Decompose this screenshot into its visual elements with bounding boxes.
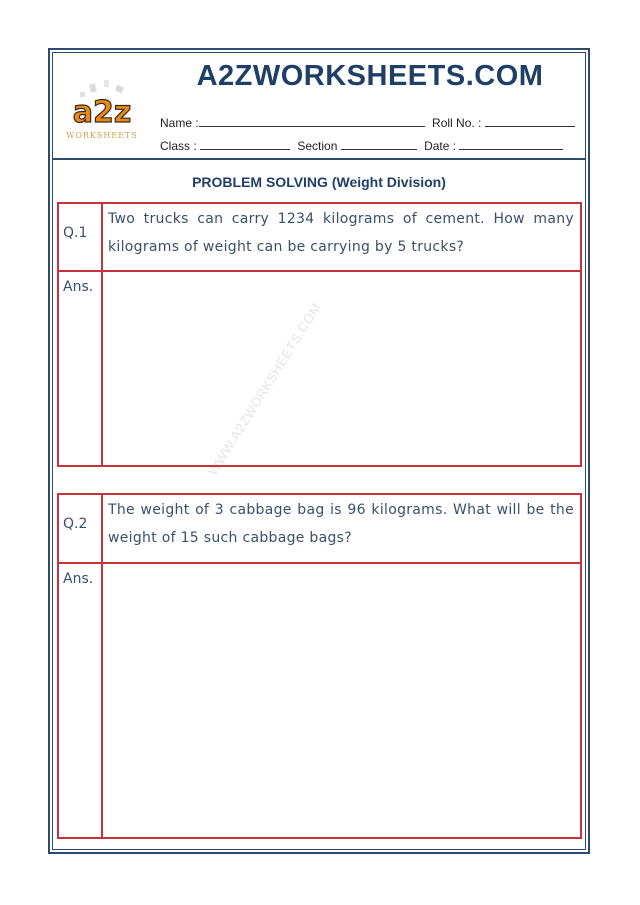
question-1-divider [101, 202, 103, 272]
worksheet-title: PROBLEM SOLVING (Weight Division) [192, 174, 446, 190]
answer-1-label: Ans. [63, 279, 94, 295]
answer-2-label: Ans. [63, 571, 94, 587]
roll-field[interactable] [485, 114, 575, 127]
question-1-text: Two trucks can carry 1234 kilograms of cement. How many kilograms of weight can be carrying by 5 trucks? [108, 211, 574, 255]
roll-label: Roll No. : [432, 116, 482, 130]
name-field[interactable] [199, 114, 425, 127]
section-label: Section [297, 139, 338, 153]
logo-mark-text: a2z [72, 95, 132, 130]
name-label: Name : [160, 116, 199, 130]
class-section-date-row [160, 137, 563, 153]
class-field[interactable] [200, 137, 290, 150]
question-2-text: The weight of 3 cabbage bag is 96 kilograms. What will be the weight of 15 such cabbage bags? [108, 502, 574, 546]
question-2-label: Q.2 [63, 516, 88, 532]
section-field[interactable] [341, 137, 417, 150]
answer-1-box[interactable] [57, 270, 582, 467]
logo-caption-text: WORKSHEETS [66, 131, 138, 140]
watermark: WWW.A2ZWORKSHEETS.COM [205, 300, 324, 478]
name-roll-row [160, 114, 575, 130]
site-brand-title: A2ZWORKSHEETS.COM [196, 60, 544, 92]
date-field[interactable] [459, 137, 563, 150]
a2z-logo [60, 78, 144, 142]
question-2-divider [101, 493, 103, 564]
header-divider [52, 158, 586, 160]
question-1-label: Q.1 [63, 225, 88, 241]
class-label: Class : [160, 139, 197, 153]
answer-2-box[interactable] [57, 562, 582, 839]
answer-2-divider [101, 562, 103, 839]
a2z-logo-graphic [60, 78, 144, 142]
answer-1-divider [101, 270, 103, 467]
date-label: Date : [424, 139, 457, 153]
